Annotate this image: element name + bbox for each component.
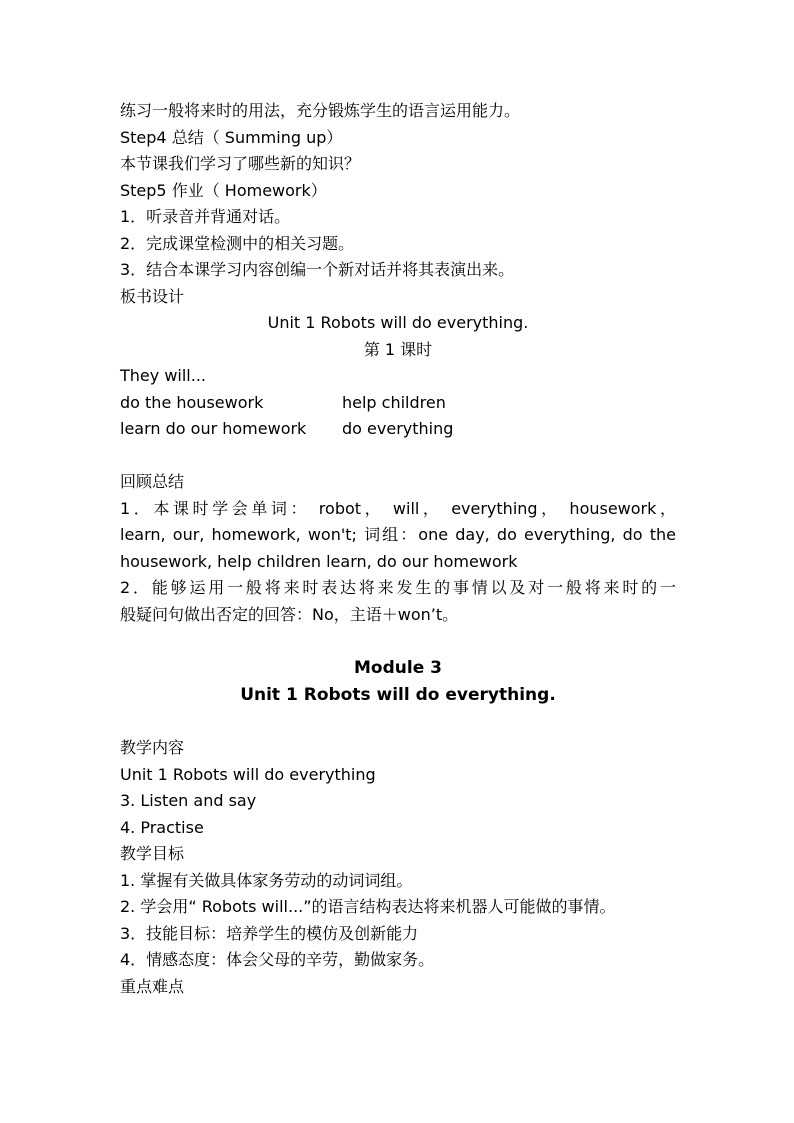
- spacer: [120, 709, 676, 736]
- board-cell: learn do our homework: [120, 419, 307, 438]
- goal-item: 2. 学会用“ Robots will...”的语言结构表达将来机器人可能做的事情。: [120, 897, 616, 916]
- content-item: 3. Listen and say: [120, 791, 257, 810]
- content-heading: 教学内容: [120, 738, 185, 757]
- homework-item-3: 3．结合本课学习内容创编一个新对话并将其表演出来。: [120, 260, 515, 279]
- unit-title: Unit 1 Robots will do everything.: [240, 684, 556, 705]
- board-cell: help children: [342, 392, 446, 412]
- board-subtitle: 第 1 课时: [363, 339, 433, 359]
- key-points-heading: 重点难点: [120, 976, 185, 996]
- step5-heading: Step5 作业（ Homework）: [120, 180, 327, 200]
- document-page: [120, 98, 676, 1000]
- board-cell: do everything: [342, 419, 454, 438]
- review-line: 2．能够运用一般将来时表达将来发生的事情以及对一般将来时的一: [120, 578, 676, 597]
- review-line: learn, our, homework, won't; 词组：one day, do everything, do the: [120, 525, 676, 544]
- module-title: Module 3: [354, 657, 442, 678]
- review-line: 般疑问句做出否定的回答：No，主语＋won’t。: [120, 604, 459, 624]
- board-line: They will...: [120, 366, 206, 385]
- goals-heading: 教学目标: [120, 844, 185, 863]
- goal-item: 3．技能目标：培养学生的模仿及创新能力: [120, 923, 419, 943]
- goal-item: 4．情感态度：体会父母的辛劳，勤做家务。: [120, 950, 435, 969]
- spacer: [120, 443, 676, 470]
- text-line: 本节课我们学习了哪些新的知识？: [120, 154, 361, 173]
- spacer: [120, 628, 676, 655]
- text-line: 练习一般将来时的用法，充分锻炼学生的语言运用能力。: [120, 101, 521, 120]
- board-row: [120, 416, 676, 443]
- step4-heading: Step4 总结（ Summing up）: [120, 127, 343, 147]
- goal-item: 1. 掌握有关做具体家务劳动的动词词组。: [120, 870, 413, 890]
- board-title: Unit 1 Robots will do everything.: [267, 313, 529, 332]
- review-line: 1．本课时学会单词： robot， will， everything， housework，: [120, 498, 676, 518]
- review-heading: 回顾总结: [120, 472, 185, 491]
- content-item: 4. Practise: [120, 817, 204, 837]
- homework-item-2: 2．完成课堂检测中的相关习题。: [120, 233, 355, 253]
- board-design-heading: 板书设计: [120, 286, 185, 306]
- homework-item-1: 1．听录音并背通对话。: [120, 207, 291, 226]
- content-item: Unit 1 Robots will do everything: [120, 764, 376, 784]
- board-cell: do the housework: [120, 392, 264, 412]
- board-row: [120, 390, 676, 417]
- review-line: housework, help children learn, do our homework: [120, 551, 518, 571]
